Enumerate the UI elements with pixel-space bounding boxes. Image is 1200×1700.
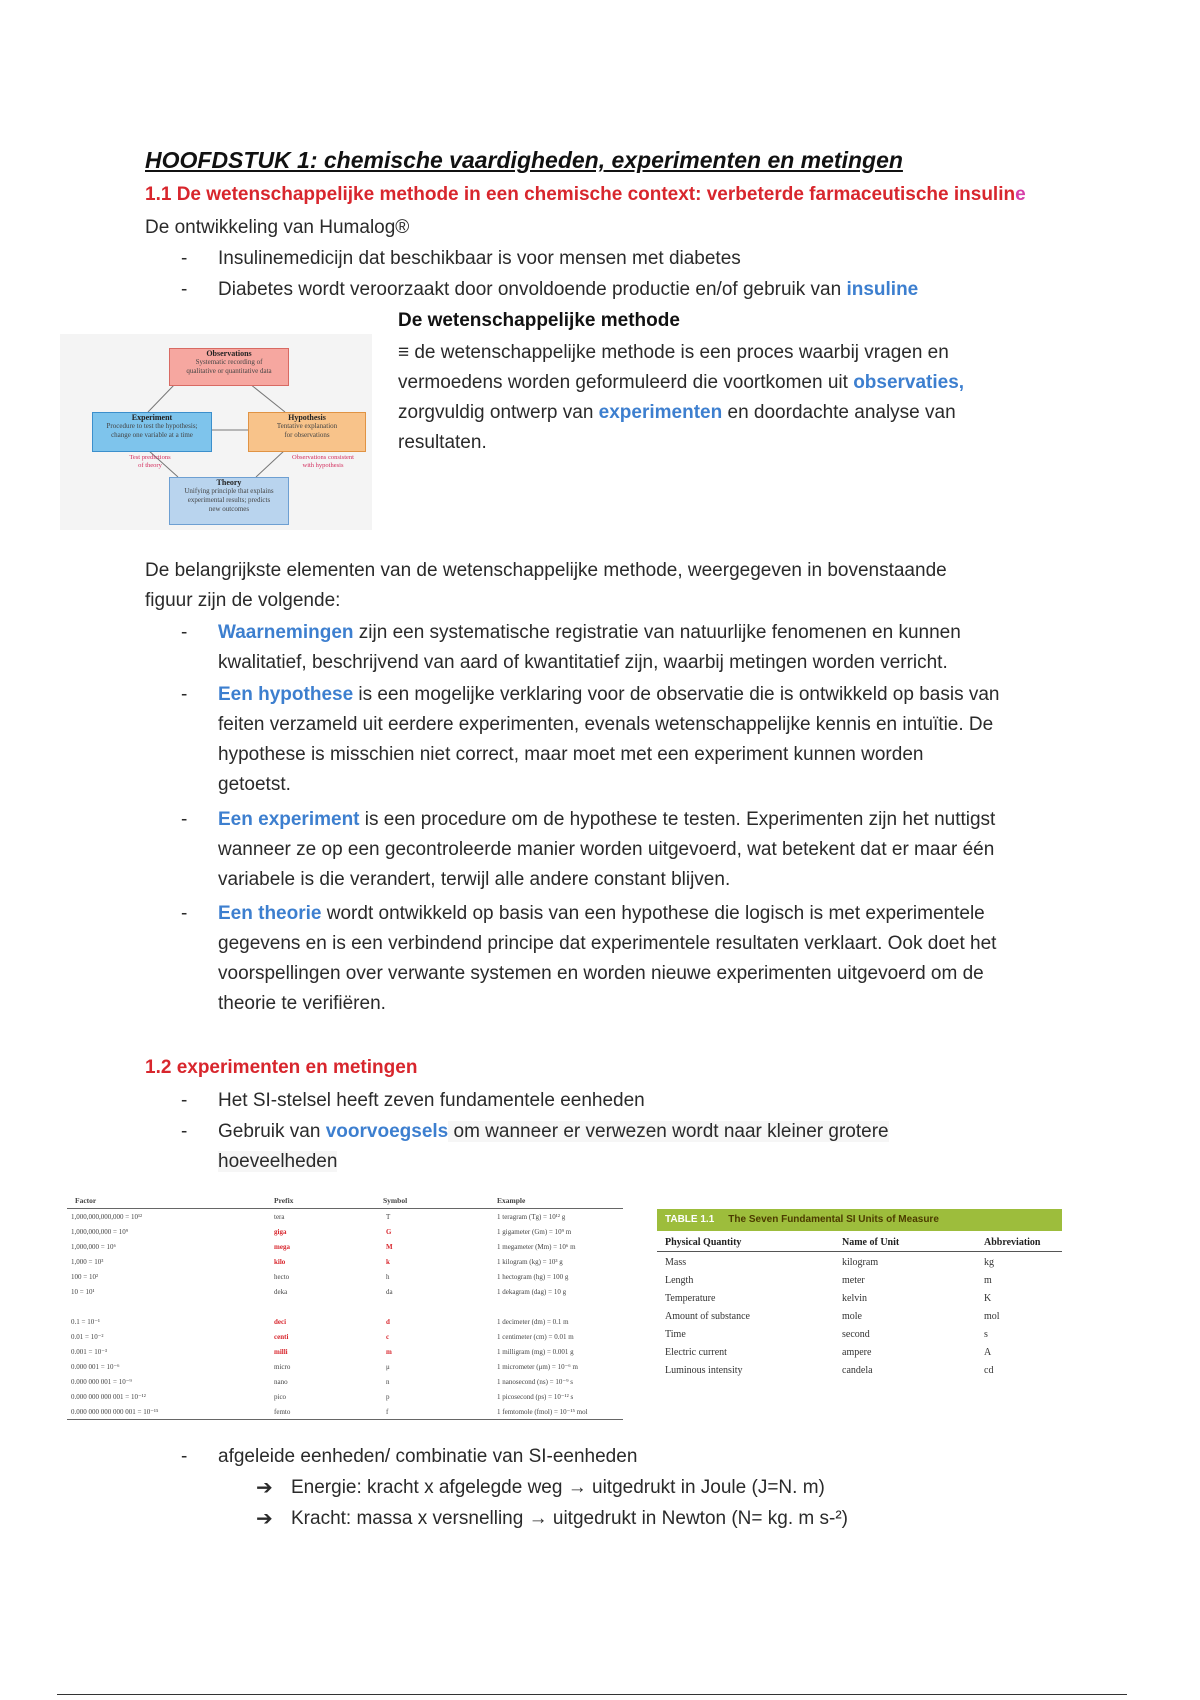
prefix-symbol-cell: G <box>386 1228 392 1236</box>
prefix-table-header-symbol: Symbol <box>383 1196 408 1205</box>
si-unit-cell: meter <box>842 1275 865 1286</box>
prefix-example-cell: 1 milligram (mg) = 0.001 g <box>497 1348 574 1356</box>
diagram-box-observations <box>169 348 289 386</box>
element-line: gegevens en is een verbindend principe dat experimentele resultaten verklaart. Ook doet het <box>218 933 997 954</box>
si-unit-cell: kelvin <box>842 1293 867 1304</box>
bullet-text: Gebruik van <box>218 1121 326 1142</box>
prefix-example-cell: 1 decimeter (dm) = 0.1 m <box>497 1318 569 1326</box>
section-2-heading: 1.2 experimenten en metingen <box>145 1057 418 1078</box>
term-voorvoegsels: voorvoegsels <box>325 1121 449 1142</box>
method-description <box>398 338 1038 458</box>
prefix-factor-cell: 1,000,000,000 = 10⁹ <box>71 1228 129 1236</box>
element-line: voorspellingen over verwante systemen en worden nieuwe experimenten uitgevoerd om de <box>218 963 984 984</box>
element-line: kwalitatief, beschrijvend van aard of kwantitatief zijn, waarbij metingen worden verricht. <box>218 652 948 673</box>
prefix-symbol-cell: n <box>386 1378 390 1386</box>
prefix-example-cell: 1 femtomole (fmol) = 10⁻¹⁵ mol <box>497 1408 588 1416</box>
elements-intro <box>145 556 1095 616</box>
si-quantity-cell: Temperature <box>665 1293 716 1304</box>
prefix-symbol-cell: c <box>386 1333 390 1341</box>
diagram-theory-line: Unifying principle that explains <box>184 487 274 495</box>
bullet-dash: - <box>181 1121 188 1142</box>
prefix-table <box>67 1196 627 1422</box>
element-line: is een procedure om de hypothese te testen. Experimenten zijn het nuttigst <box>359 809 996 830</box>
prefix-example-cell: 1 hectogram (hg) = 100 g <box>497 1273 569 1281</box>
prefix-symbol-cell: f <box>386 1408 389 1416</box>
si-table-caption-text: The Seven Fundamental SI Units of Measure <box>728 1214 939 1225</box>
prefix-example-cell: 1 kilogram (kg) = 10³ g <box>497 1258 563 1266</box>
element-line: variabele is die verandert, terwijl alle andere constant blijven. <box>218 869 731 890</box>
method-line: ≡ de wetenschappelijke methode is een proces waarbij vragen en <box>398 342 949 363</box>
prefix-symbol-cell: h <box>386 1273 390 1281</box>
si-abbreviation-cell: kg <box>984 1257 994 1268</box>
element-hypothese <box>218 680 1068 800</box>
diagram-experiment-title: Experiment <box>131 413 173 422</box>
prefix-example-cell: 1 teragram (Tg) = 10¹² g <box>497 1213 566 1221</box>
si-table-header-abbreviation: Abbreviation <box>984 1237 1041 1248</box>
si-table-rule <box>657 1251 1062 1252</box>
element-line: wanneer ze op een gecontroleerde manier worden uitgevoerd, wat betekent dat er maar één <box>218 839 995 860</box>
prefix-name-cell: deci <box>274 1318 287 1326</box>
method-line-text: vermoedens worden geformuleerd die voortkomen uit <box>398 372 854 393</box>
bullet-insuline-medicijn: Insulinemedicijn dat beschikbaar is voor mensen met diabetes <box>218 248 741 269</box>
si-quantity-cell: Time <box>665 1329 686 1340</box>
connector-obs-hyp <box>250 384 285 412</box>
derived-unit-kracht: Kracht: massa x versnelling → uitgedrukt in Newton (N= kg. m s-²) <box>291 1508 848 1529</box>
diagram-label-line: of theory <box>138 462 162 469</box>
bullet-si-stelsel: Het SI-stelsel heeft zeven fundamentele eenheden <box>218 1090 645 1111</box>
term-experiment: Een experiment <box>218 809 360 830</box>
si-unit-cell: candela <box>842 1365 873 1376</box>
diagram-label-line: with hypothesis <box>302 462 344 469</box>
si-unit-cell: second <box>842 1329 870 1340</box>
prefix-name-cell: mega <box>274 1243 290 1251</box>
prefix-name-cell: deka <box>274 1288 288 1296</box>
bullet-dash: - <box>181 279 188 300</box>
prefix-factor-cell: 1,000,000,000,000 = 10¹² <box>71 1213 143 1221</box>
connector-obs-exp <box>148 384 175 412</box>
prefix-name-cell: pico <box>274 1393 287 1401</box>
prefix-name-cell: giga <box>274 1228 287 1236</box>
si-quantity-cell: Mass <box>665 1257 687 1268</box>
arrow-bullet-icon: ➔ <box>256 1508 273 1530</box>
diagram-hypothesis-line: for observations <box>284 431 330 439</box>
prefix-example-cell: 1 nanosecond (ns) = 10⁻⁹ s <box>497 1378 573 1386</box>
prefix-table-header-prefix: Prefix <box>274 1196 294 1205</box>
prefix-factor-cell: 0.01 = 10⁻² <box>71 1333 104 1341</box>
prefix-factor-cell: 0.1 = 10⁻¹ <box>71 1318 100 1326</box>
term-theorie: Een theorie <box>218 903 322 924</box>
si-table-caption-number: TABLE 1.1 <box>665 1214 715 1225</box>
prefix-factor-cell: 0.001 = 10⁻³ <box>71 1348 107 1356</box>
prefix-symbol-cell: m <box>386 1348 392 1356</box>
bullet-text: hoeveelheden <box>218 1151 338 1172</box>
bullet-dash: - <box>181 809 188 830</box>
bullet-diabetes <box>218 275 1068 305</box>
prefix-table-header-example: Example <box>497 1196 526 1205</box>
si-abbreviation-cell: A <box>984 1347 992 1358</box>
arrow-bullet-icon: ➔ <box>256 1477 273 1499</box>
si-unit-cell: kilogram <box>842 1257 879 1268</box>
element-line: getoetst. <box>218 774 291 795</box>
prefix-factor-cell: 10 = 10¹ <box>71 1288 95 1296</box>
prefix-table-header-factor: Factor <box>75 1196 97 1205</box>
diagram-hypothesis-title: Hypothesis <box>288 413 326 422</box>
prefix-factor-cell: 0.000 001 = 10⁻⁶ <box>71 1363 120 1371</box>
prefix-name-cell: femto <box>274 1408 291 1416</box>
diagram-observations-title: Observations <box>206 349 252 358</box>
si-table-header-unit: Name of Unit <box>842 1237 900 1248</box>
term-hypothese: Een hypothese <box>218 684 354 705</box>
prefix-example-cell: 1 micrometer (μm) = 10⁻⁶ m <box>497 1363 578 1371</box>
bullet-dash: - <box>181 1090 188 1111</box>
method-line: resultaten. <box>398 432 487 453</box>
prefix-symbol-cell: T <box>386 1213 391 1221</box>
bullet-dash: - <box>181 903 188 924</box>
section-1-heading <box>145 184 1026 206</box>
diagram-box-theory <box>169 477 289 525</box>
term-experimenten: experimenten <box>598 402 723 423</box>
method-line-text: en doordachte analyse van <box>722 402 956 423</box>
scientific-method-diagram <box>60 334 372 530</box>
prefix-example-cell: 1 dekagram (dag) = 10 g <box>497 1288 567 1296</box>
diagram-label-observations-consistent <box>278 454 368 470</box>
prefix-factor-cell: 0.000 000 001 = 10⁻⁹ <box>71 1378 132 1386</box>
element-line: wordt ontwikkeld op basis van een hypothese die logisch is met experimentele <box>321 903 985 924</box>
prefix-symbol-cell: da <box>386 1288 393 1296</box>
term-waarnemingen: Waarnemingen <box>218 622 354 643</box>
prefix-factor-cell: 0.000 000 000 000 001 = 10⁻¹⁵ <box>71 1408 159 1416</box>
element-line: is een mogelijke verklaring voor de observatie die is ontwikkeld op basis van <box>353 684 1000 705</box>
bullet-dash: - <box>181 622 188 643</box>
diagram-theory-title: Theory <box>216 478 242 487</box>
diagram-theory-line: new outcomes <box>208 505 250 513</box>
si-quantity-cell: Electric current <box>665 1347 727 1358</box>
bullet-diabetes-text: Diabetes wordt veroorzaakt door onvoldoende productie en/of gebruik van <box>218 279 847 300</box>
page-bottom-rule <box>57 1694 1127 1695</box>
prefix-name-cell: micro <box>274 1363 291 1371</box>
prefix-factor-cell: 1,000,000 = 10⁶ <box>71 1243 116 1251</box>
term-insuline: insuline <box>846 279 919 300</box>
si-unit-cell: mole <box>842 1311 862 1322</box>
diagram-hypothesis-line: Tentative explanation <box>276 422 338 430</box>
prefix-table-rule <box>67 1208 623 1209</box>
bullet-voorvoegsels <box>218 1117 1068 1177</box>
si-abbreviation-cell: K <box>984 1293 992 1304</box>
prefix-factor-cell: 1,000 = 10³ <box>71 1258 104 1266</box>
bullet-dash: - <box>181 248 188 269</box>
si-table-caption <box>665 1214 939 1225</box>
diagram-label-test-predictions <box>110 454 190 470</box>
element-experiment <box>218 805 1068 895</box>
si-abbreviation-cell: cd <box>984 1365 994 1376</box>
prefix-example-cell: 1 picosecond (ps) = 10⁻¹² s <box>497 1393 574 1401</box>
element-line: feiten verzameld uit eerdere experimenten, evenals wetenschappelijke kennis en intuïtie. De <box>218 714 994 735</box>
prefix-name-cell: kilo <box>274 1258 286 1266</box>
intro-humalog: De ontwikkeling van Humalog® <box>145 217 410 238</box>
prefix-example-cell: 1 centimeter (cm) = 0.01 m <box>497 1333 574 1341</box>
element-line: theorie te verifiëren. <box>218 993 386 1014</box>
diagram-box-hypothesis <box>248 412 366 452</box>
element-waarnemingen <box>218 618 1068 678</box>
prefix-example-cell: 1 gigameter (Gm) = 10⁹ m <box>497 1228 572 1236</box>
si-table-caption-bar <box>657 1209 1062 1231</box>
elements-intro-line: De belangrijkste elementen van de wetenschappelijke methode, weergegeven in bovenstaande <box>145 560 947 581</box>
method-line-text: zorgvuldig ontwerp van <box>398 402 599 423</box>
diagram-theory-line: experimental results; predicts <box>187 496 271 504</box>
prefix-name-cell: tera <box>274 1213 285 1221</box>
prefix-factor-cell: 0.000 000 000 001 = 10⁻¹² <box>71 1393 146 1401</box>
prefix-symbol-cell: M <box>386 1243 393 1251</box>
bullet-text: om wanneer er verwezen wordt naar kleiner grotere <box>448 1121 889 1142</box>
element-line: hypothese is misschien niet correct, maar moet met een experiment kunnen worden <box>218 744 924 765</box>
prefix-name-cell: centi <box>274 1333 289 1341</box>
si-quantity-cell: Length <box>665 1275 694 1286</box>
prefix-table-rule <box>67 1419 623 1420</box>
si-units-table <box>657 1209 1062 1389</box>
si-table-header-quantity: Physical Quantity <box>665 1237 742 1248</box>
prefix-symbol-cell: k <box>386 1258 390 1266</box>
method-line <box>398 368 1038 398</box>
diagram-box-experiment <box>92 412 212 452</box>
si-abbreviation-cell: mol <box>984 1311 1000 1322</box>
diagram-label-line: Test predictions <box>129 454 171 461</box>
page-title: HOOFDSTUK 1: chemische vaardigheden, experimenten en metingen <box>145 147 903 173</box>
section-1-heading-tail: e <box>1015 184 1026 205</box>
prefix-example-cell: 1 megameter (Mm) = 10⁶ m <box>497 1243 576 1251</box>
prefix-symbol-cell: d <box>386 1318 390 1326</box>
si-abbreviation-cell: s <box>984 1329 988 1340</box>
si-quantity-cell: Luminous intensity <box>665 1365 743 1376</box>
term-observaties: observaties, <box>853 372 965 393</box>
prefix-name-cell: nano <box>274 1378 288 1386</box>
method-line <box>398 398 1038 428</box>
bullet-dash: - <box>181 684 188 705</box>
diagram-observations-line: Systematic recording of <box>195 358 263 366</box>
si-quantity-cell: Amount of substance <box>665 1311 750 1322</box>
prefix-symbol-cell: p <box>386 1393 390 1401</box>
element-line: zijn een systematische registratie van natuurlijke fenomenen en kunnen <box>353 622 961 643</box>
elements-intro-line: figuur zijn de volgende: <box>145 590 341 611</box>
diagram-experiment-line: change one variable at a time <box>111 431 193 439</box>
prefix-name-cell: hecto <box>274 1273 290 1281</box>
prefix-name-cell: milli <box>274 1348 288 1356</box>
bullet-dash: - <box>181 1446 188 1467</box>
diagram-observations-line: qualitative or quantitative data <box>186 367 272 375</box>
diagram-label-line: Observations consistent <box>292 454 354 461</box>
prefix-factor-cell: 100 = 10² <box>71 1273 99 1281</box>
si-unit-cell: ampere <box>842 1347 872 1358</box>
method-title: De wetenschappelijke methode <box>398 310 680 331</box>
diagram-experiment-line: Procedure to test the hypothesis; <box>106 422 198 430</box>
bullet-afgeleide-eenheden: afgeleide eenheden/ combinatie van SI-eenheden <box>218 1446 638 1467</box>
element-theorie <box>218 899 1068 1019</box>
si-abbreviation-cell: m <box>984 1275 992 1286</box>
section-1-heading-main: 1.1 De wetenschappelijke methode in een chemische context: verbeterde farmaceutische insulin <box>145 184 1016 205</box>
derived-unit-energie: Energie: kracht x afgelegde weg → uitgedrukt in Joule (J=N. m) <box>291 1477 825 1498</box>
prefix-symbol-cell: μ <box>386 1363 390 1371</box>
